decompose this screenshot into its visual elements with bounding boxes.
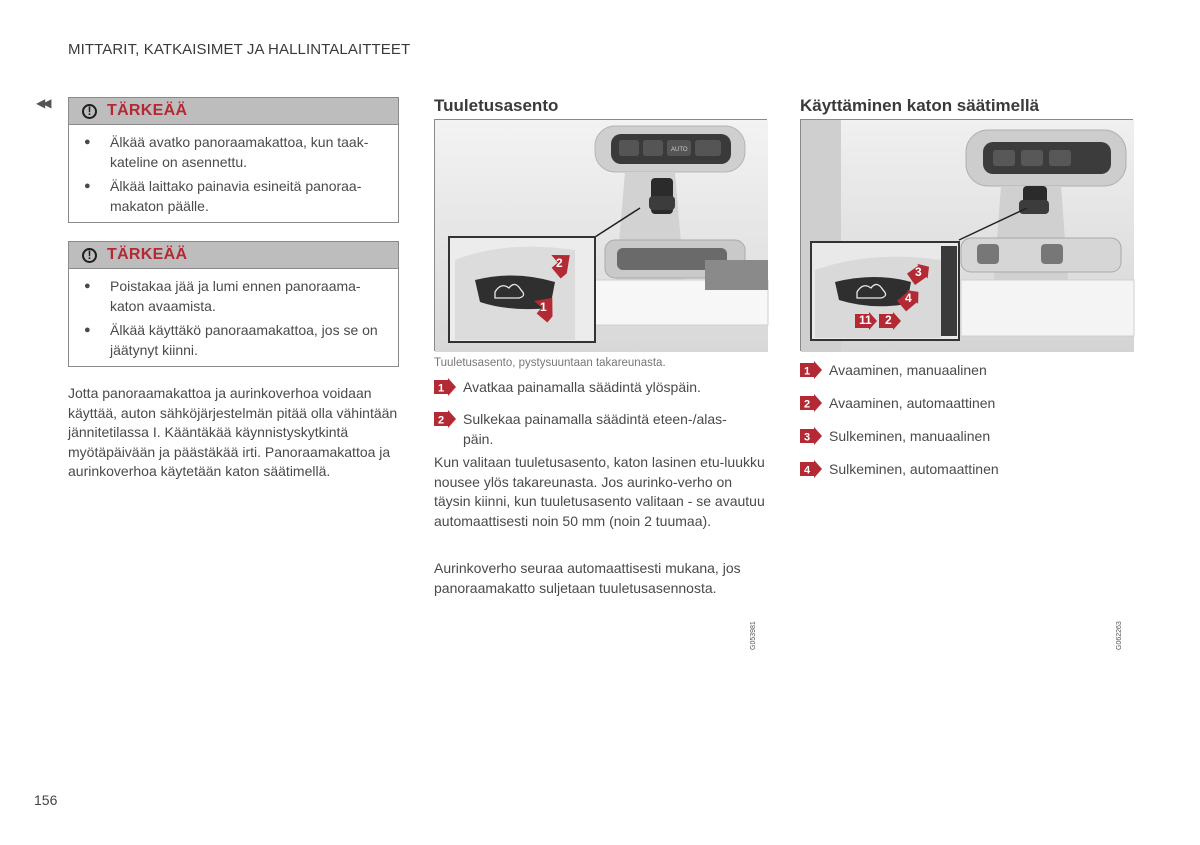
step-number: 2 [438, 414, 445, 427]
back-arrows-icon[interactable]: ◀◀ [36, 96, 49, 110]
warning-item-text: Poistakaa jää ja lumi ennen panoraama-katon avaamista. [110, 278, 361, 314]
step-4-badge-icon [800, 460, 822, 478]
image-code: G062263 [1116, 621, 1123, 650]
step-2-badge-icon [434, 410, 456, 428]
callout-number: 2 [885, 313, 892, 327]
warning-title: TÄRKEÄÄ [107, 246, 188, 263]
auto-button-label: AUTO [671, 147, 688, 153]
step-text: Avatkaa painamalla säädintä ylöspäin. [463, 379, 701, 395]
step-text: Sulkekaa painamalla säädintä eteen-/alas-päin. [463, 411, 727, 447]
step-number: 4 [804, 464, 811, 477]
step-number: 1 [804, 365, 811, 378]
callout-number: 1 [540, 300, 547, 314]
callout-4 [899, 290, 921, 308]
control-steps [800, 360, 1132, 479]
callout-number: 2 [556, 256, 563, 270]
warning-item-text: Älkää laittako painavia esineitä panoraa-makaton päälle. [110, 178, 362, 214]
step-item [800, 426, 1132, 446]
warning-item: ● Poistakaa jää ja lumi ennen panoraama-katon avaamista. [83, 276, 384, 316]
step-item [800, 459, 1132, 479]
step-item [434, 409, 766, 449]
warning-box-2 [68, 241, 399, 367]
ventilation-paragraph-2: Aurinkoverho seuraa automaattisesti mukana, jos panoraamakatto suljetaan tuuletusasennosta. [434, 560, 741, 596]
step-text: Avaaminen, automaattinen [829, 395, 996, 411]
ventilation-paragraph-1: Kun valitaan tuuletusasento, katon lasinen etu-luukku nousee ylös takareunasta. Jos aurinko-verho on täysin kiinni, kun tuuletusasento valitaan - se avautuu automaattisesti noin 50 mm (noin 2 tuumaa). [434, 454, 765, 529]
step-text: Avaaminen, manuaalinen [829, 362, 987, 378]
step-item [800, 360, 1132, 380]
callout-2 [879, 312, 901, 330]
image-caption: Tuuletusasento, pystysuuntaan takareunasta. [434, 357, 666, 369]
step-text: Sulkeminen, automaattinen [829, 461, 999, 477]
page-number: 156 [34, 792, 58, 808]
step-1-badge-icon [434, 378, 456, 396]
exclamation-circle-icon: ! [82, 248, 97, 263]
step-1-badge-icon [800, 361, 822, 379]
warning-title: TÄRKEÄÄ [107, 102, 188, 119]
callout-3 [909, 264, 931, 282]
warning-item-text: Älkää avatko panoraamakattoa, kun taak-kateline on asennettu. [110, 134, 369, 170]
callout-number: 4 [905, 291, 912, 305]
callout-number: 1 [865, 313, 872, 327]
warning-item: ● Älkää avatko panoraamakattoa, kun taak-kateline on asennettu. [83, 132, 384, 172]
callout-1b [863, 312, 875, 330]
section-heading-control: Käyttäminen katon säätimellä [800, 96, 1040, 115]
step-item [434, 377, 766, 397]
step-number: 3 [804, 431, 811, 444]
step-number: 1 [438, 382, 445, 395]
warning-header [69, 242, 398, 269]
step-2-badge-icon [800, 394, 822, 412]
page-header: MITTARIT, KATKAISIMET JA HALLINTALAITTEET [68, 41, 411, 58]
exclamation-circle-icon: ! [82, 104, 97, 119]
warning-item: ● Älkää käyttäkö panoraamakattoa, jos se on jäätynyt kiinni. [83, 320, 384, 360]
image-code: G053981 [750, 621, 757, 650]
step-3-badge-icon [800, 427, 822, 445]
step-number: 2 [804, 398, 811, 411]
intro-paragraph: Jotta panoraamakattoa ja aurinkoverhoa voidaan käyttää, auton sähköjärjestelmän pitää olla vähintään jännitetilassa I. Kääntäkää käynnistyskytkintä myötäpäivään ja päästäkää irti. Panoraamakattoa ja aurinkoverhoa käytetään katon säätimellä. [68, 385, 398, 480]
warning-item-text: Älkää käyttäkö panoraamakattoa, jos se on jäätynyt kiinni. [110, 322, 378, 358]
section-heading-ventilation: Tuuletusasento [434, 96, 559, 115]
warning-header [69, 98, 398, 125]
callout-number: 3 [915, 265, 922, 279]
warning-box-1 [68, 97, 399, 223]
warning-item: ● Älkää laittako painavia esineitä panoraa-makaton päälle. [83, 176, 384, 216]
callout-number: 1 [859, 313, 866, 327]
step-text: Sulkeminen, manuaalinen [829, 428, 991, 444]
step-item [800, 393, 1132, 413]
ventilation-steps [434, 377, 766, 449]
